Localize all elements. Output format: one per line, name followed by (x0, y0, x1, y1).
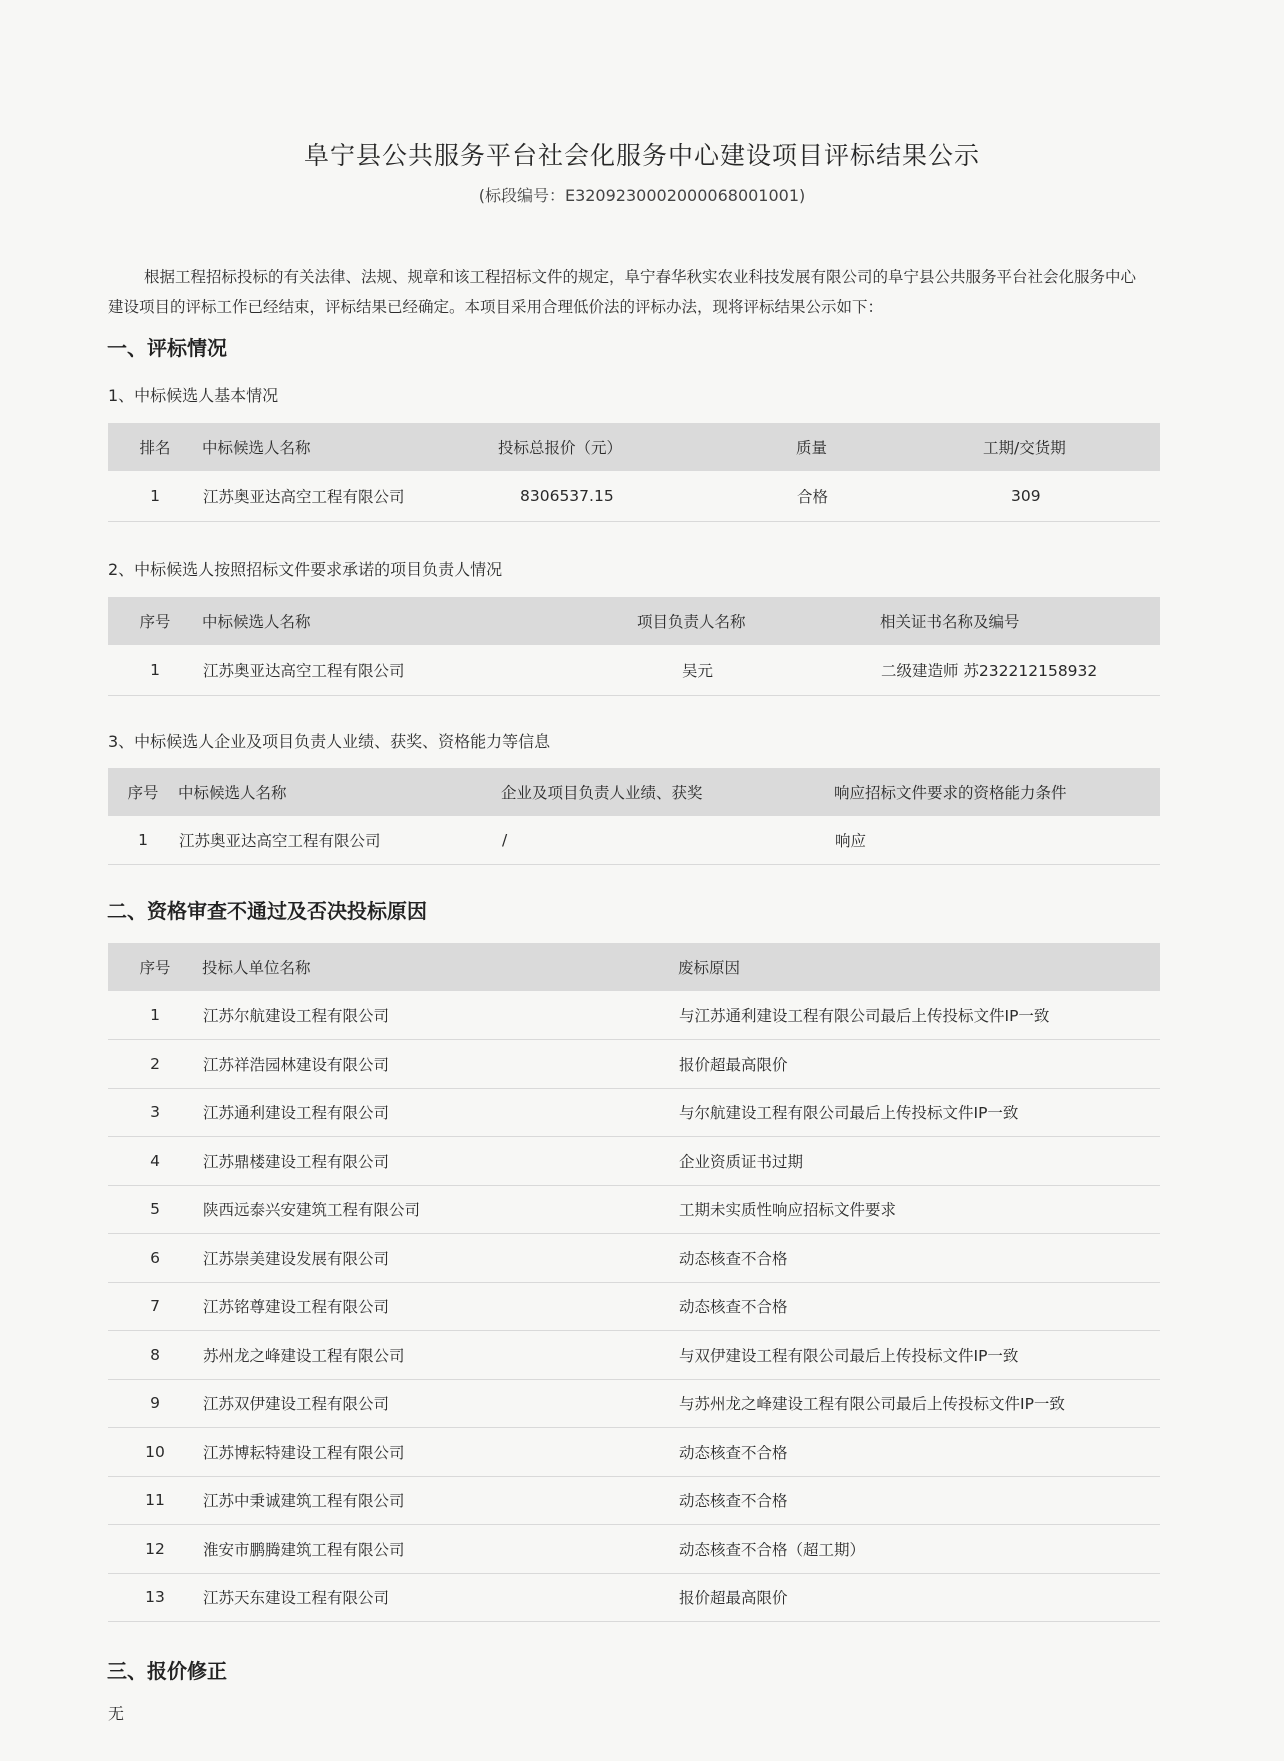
header-cell: 工期/交货期 (983, 423, 1160, 471)
cell-bidder-name: 江苏祥浩园林建设有限公司 (202, 1040, 678, 1089)
table-row (108, 1428, 1160, 1477)
cell-reason: 报价超最高限价 (678, 1040, 1160, 1089)
cell-reason: 报价超最高限价 (678, 1573, 1160, 1622)
cell-candidate-name: 江苏奥亚达高空工程有限公司 (178, 816, 501, 864)
cell-performance: / (501, 816, 834, 864)
cell-index: 1 (108, 991, 202, 1040)
cell-certificate: 二级建造师 苏232212158932 (880, 645, 1160, 695)
cell-index: 11 (108, 1476, 202, 1525)
cell-bidder-name: 江苏铭尊建设工程有限公司 (202, 1282, 678, 1331)
cell-reason: 与江苏通利建设工程有限公司最后上传投标文件IP一致 (678, 991, 1160, 1040)
cell-index: 9 (108, 1379, 202, 1428)
cell-bidder-name: 江苏中秉诚建筑工程有限公司 (202, 1476, 678, 1525)
project-manager-table (108, 597, 1160, 696)
cell-reason: 与尔航建设工程有限公司最后上传投标文件IP一致 (678, 1088, 1160, 1137)
cell-manager-name: 吴元 (637, 645, 880, 695)
candidate-basic-table (108, 423, 1160, 522)
cell-index: 3 (108, 1088, 202, 1137)
cell-reason: 与双伊建设工程有限公司最后上传投标文件IP一致 (678, 1331, 1160, 1380)
section3-heading: 三、报价修正 (107, 1659, 227, 1683)
page-title: 阜宁县公共服务平台社会化服务中心建设项目评标结果公示 (303, 141, 980, 170)
price-correction-content: 无 (108, 1704, 125, 1723)
cell-bidder-name: 淮安市鹏腾建筑工程有限公司 (202, 1525, 678, 1574)
header-cell: 排名 (108, 423, 202, 471)
cell-index: 8 (108, 1331, 202, 1380)
cell-reason: 动态核查不合格 (678, 1476, 1160, 1525)
table-row (108, 1525, 1160, 1574)
header-cell: 废标原因 (678, 943, 1160, 991)
cell-reason: 动态核查不合格（超工期） (678, 1525, 1160, 1574)
table-row (108, 1185, 1160, 1234)
cell-bidder-name: 江苏博耘特建设工程有限公司 (202, 1428, 678, 1477)
sub2-heading: 2、中标候选人按照招标文件要求承诺的项目负责人情况 (108, 560, 503, 579)
header-cell: 序号 (108, 943, 202, 991)
table-row (108, 1331, 1160, 1380)
cell-bidder-name: 江苏崇美建设发展有限公司 (202, 1234, 678, 1283)
cell-bidder-name: 江苏通利建设工程有限公司 (202, 1088, 678, 1137)
table-row (108, 816, 1160, 864)
table-row (108, 1234, 1160, 1283)
cell-reason: 工期未实质性响应招标文件要求 (678, 1185, 1160, 1234)
sub1-heading: 1、中标候选人基本情况 (108, 386, 279, 405)
header-cell: 中标候选人名称 (202, 423, 498, 471)
header-cell: 企业及项目负责人业绩、获奖 (501, 768, 834, 816)
header-cell: 中标候选人名称 (202, 597, 637, 645)
cell-reason: 动态核查不合格 (678, 1428, 1160, 1477)
header-cell: 投标总报价（元） (498, 423, 796, 471)
cell-index: 13 (108, 1573, 202, 1622)
cell-index: 1 (108, 645, 202, 695)
cell-index: 1 (108, 816, 178, 864)
cell-reason: 企业资质证书过期 (678, 1137, 1160, 1186)
table-row (108, 1573, 1160, 1622)
table-header-row (108, 943, 1160, 991)
cell-duration: 309 (983, 471, 1160, 521)
cell-index: 6 (108, 1234, 202, 1283)
cell-bidder-name: 江苏天东建设工程有限公司 (202, 1573, 678, 1622)
table-row (108, 1137, 1160, 1186)
header-cell: 响应招标文件要求的资格能力条件 (834, 768, 1160, 816)
table-row (108, 991, 1160, 1040)
table-header-row (108, 423, 1160, 471)
table-row (108, 1379, 1160, 1428)
header-cell: 项目负责人名称 (637, 597, 880, 645)
table-row (108, 1476, 1160, 1525)
cell-candidate-name: 江苏奥亚达高空工程有限公司 (202, 471, 498, 521)
qualification-info-table (108, 768, 1160, 865)
cell-index: 2 (108, 1040, 202, 1089)
cell-reason: 动态核查不合格 (678, 1234, 1160, 1283)
cell-index: 5 (108, 1185, 202, 1234)
cell-index: 7 (108, 1282, 202, 1331)
table-header-row (108, 597, 1160, 645)
header-cell: 投标人单位名称 (202, 943, 678, 991)
cell-bidder-name: 江苏双伊建设工程有限公司 (202, 1379, 678, 1428)
cell-reason: 动态核查不合格 (678, 1282, 1160, 1331)
cell-bid-price: 8306537.15 (498, 471, 796, 521)
section2-heading: 二、资格审查不通过及否决投标原因 (107, 899, 427, 923)
table-header-row (108, 768, 1160, 816)
cell-quality: 合格 (796, 471, 983, 521)
cell-bidder-name: 苏州龙之峰建设工程有限公司 (202, 1331, 678, 1380)
bid-section-number: (标段编号：E3209230002000068001001) (478, 186, 806, 205)
table-row (108, 645, 1160, 695)
cell-reason: 与苏州龙之峰建设工程有限公司最后上传投标文件IP一致 (678, 1379, 1160, 1428)
cell-index: 4 (108, 1137, 202, 1186)
header-cell: 序号 (108, 768, 178, 816)
header-cell: 序号 (108, 597, 202, 645)
cell-index: 10 (108, 1428, 202, 1477)
cell-bidder-name: 江苏尔航建设工程有限公司 (202, 991, 678, 1040)
table-row (108, 1088, 1160, 1137)
cell-candidate-name: 江苏奥亚达高空工程有限公司 (202, 645, 637, 695)
sub3-heading: 3、中标候选人企业及项目负责人业绩、获奖、资格能力等信息 (108, 732, 551, 751)
cell-index: 12 (108, 1525, 202, 1574)
header-cell: 中标候选人名称 (178, 768, 501, 816)
cell-rank: 1 (108, 471, 202, 521)
section1-heading: 一、评标情况 (107, 336, 227, 360)
cell-qualification: 响应 (834, 816, 1160, 864)
header-cell: 相关证书名称及编号 (880, 597, 1160, 645)
header-cell: 质量 (796, 423, 983, 471)
table-row (108, 1282, 1160, 1331)
table-row (108, 1040, 1160, 1089)
rejected-bidders-table (108, 943, 1160, 1622)
cell-bidder-name: 江苏鼎楼建设工程有限公司 (202, 1137, 678, 1186)
cell-bidder-name: 陕西远泰兴安建筑工程有限公司 (202, 1185, 678, 1234)
intro-paragraph: 根据工程招标投标的有关法律、法规、规章和该工程招标文件的规定，阜宁春华秋实农业科技发展有限公司的阜宁县公共服务平台社会化服务中心建设项目的评标工作已经结束，评标结果已经确定。本项目采用合理低价法的评标办法，现将评标结果公示如下： (108, 268, 1137, 316)
table-row (108, 471, 1160, 521)
